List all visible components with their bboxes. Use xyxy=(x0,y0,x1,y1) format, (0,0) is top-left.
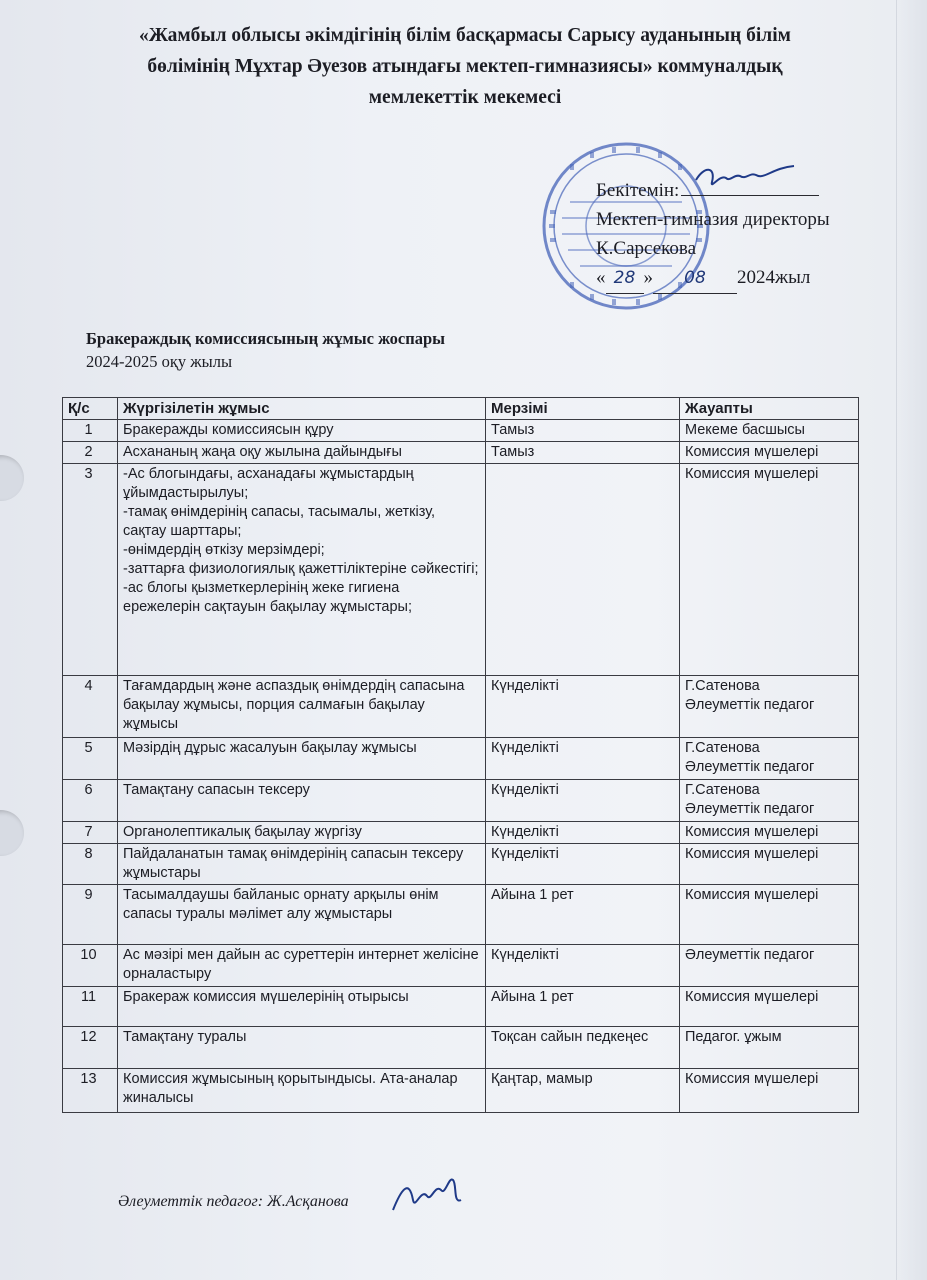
cell-term: Тамыз xyxy=(486,442,680,464)
punch-hole xyxy=(0,810,24,856)
director-name: К.Сарсекова xyxy=(596,238,697,259)
header-term: Мерзімі xyxy=(486,398,680,420)
table-row xyxy=(63,420,859,442)
cell-term: Күнделікті xyxy=(486,738,680,780)
table-row xyxy=(63,822,859,844)
cell-term: Күнделікті xyxy=(486,822,680,844)
table-row xyxy=(63,885,859,945)
punch-hole xyxy=(0,455,24,501)
table-row xyxy=(63,945,859,987)
cell-num: 12 xyxy=(63,1027,118,1069)
cell-term: Тоқсан сайын педкеңес xyxy=(486,1027,680,1069)
cell-resp: Педагог. ұжым xyxy=(680,1027,859,1069)
footer-signer: Әлеуметтік педагог: Ж.Асқанова xyxy=(118,1193,349,1210)
plan-title: Бракераждық комиссиясының жұмыс жоспары xyxy=(86,329,446,348)
cell-num: 9 xyxy=(63,885,118,945)
cell-work: Органолептикалық бақылау жүргізу xyxy=(118,822,486,844)
cell-num: 3 xyxy=(63,464,118,676)
cell-work: Комиссия жұмысының қорытындысы. Ата-аналар жиналысы xyxy=(118,1069,486,1113)
date-month: 08 xyxy=(653,264,737,294)
table-row xyxy=(63,780,859,822)
cell-term xyxy=(486,464,680,676)
header-num: Қ/с xyxy=(63,398,118,420)
header-line-1: «Жамбыл облысы әкімдігінің білім басқармасы Сарысу ауданының білім xyxy=(139,25,791,46)
cell-resp: Мекеме басшысы xyxy=(680,420,859,442)
cell-num: 13 xyxy=(63,1069,118,1113)
cell-term: Қаңтар, мамыр xyxy=(486,1069,680,1113)
approve-label: Бекітемін: xyxy=(596,180,680,201)
cell-term: Тамыз xyxy=(486,420,680,442)
table-row xyxy=(63,1069,859,1113)
cell-resp: Г.Сатенова Әлеуметтік педагог xyxy=(680,780,859,822)
cell-num: 6 xyxy=(63,780,118,822)
cell-term: Айына 1 рет xyxy=(486,987,680,1027)
plan-year: 2024-2025 оқу жылы xyxy=(86,352,233,371)
header-resp: Жауапты xyxy=(680,398,859,420)
plan-table xyxy=(62,397,859,1113)
header-line-3: мемлекеттік мекемесі xyxy=(368,87,562,108)
cell-num: 2 xyxy=(63,442,118,464)
cell-term: Айына 1 рет xyxy=(486,885,680,945)
date-day: 28 xyxy=(606,264,644,294)
page-edge xyxy=(896,0,927,1280)
cell-work: Бракеражды комиссиясын құру xyxy=(118,420,486,442)
signature-line xyxy=(681,177,819,196)
cell-resp: Комиссия мүшелері xyxy=(680,822,859,844)
cell-work: Асхананың жаңа оқу жылына дайындығы xyxy=(118,442,486,464)
cell-num: 1 xyxy=(63,420,118,442)
cell-term: Күнделікті xyxy=(486,844,680,885)
plan-table-body xyxy=(63,420,859,1113)
cell-num: 8 xyxy=(63,844,118,885)
date-open: « xyxy=(596,267,606,288)
cell-work: -Ас блогындағы, асханадағы жұмыстардың ұйымдастырылуы; -тамақ өнімдерінің сапасы, тасымалы, жеткізу, сақтау шарттары; -өнімдердің өткізу мерзімдері; -заттарға физиологиялық қажеттіліктеріне сәйкестігі; -ас блогы қызметкерлерінің жеке гигиена ережелерін сақтауын бақылау жұмыстары; xyxy=(118,464,486,676)
approval-block xyxy=(596,176,830,294)
cell-work: Пайдаланатын тамақ өнімдерінің сапасын тексеру жұмыстары xyxy=(118,844,486,885)
header-work: Жүргізілетін жұмыс xyxy=(118,398,486,420)
cell-work: Тағамдардың және аспаздық өнімдердің сапасына бақылау жұмысы, порция салмағын бақылау жұмысы xyxy=(118,676,486,738)
table-row xyxy=(63,844,859,885)
cell-num: 11 xyxy=(63,987,118,1027)
cell-resp: Г.Сатенова Әлеуметтік педагог xyxy=(680,738,859,780)
cell-resp: Комиссия мүшелері xyxy=(680,844,859,885)
cell-resp: Г.Сатенова Әлеуметтік педагог xyxy=(680,676,859,738)
table-row xyxy=(63,676,859,738)
cell-resp: Комиссия мүшелері xyxy=(680,885,859,945)
cell-term: Күнделікті xyxy=(486,780,680,822)
cell-num: 5 xyxy=(63,738,118,780)
date-close: » xyxy=(643,267,653,288)
director-position: Мектеп-гимназия директоры xyxy=(596,209,830,230)
cell-resp: Комиссия мүшелері xyxy=(680,987,859,1027)
document-header xyxy=(60,20,870,113)
date-year: 2024жыл xyxy=(737,267,811,288)
cell-term: Күнделікті xyxy=(486,945,680,987)
footer-signature xyxy=(387,1170,467,1220)
table-row xyxy=(63,442,859,464)
cell-num: 7 xyxy=(63,822,118,844)
table-row xyxy=(63,464,859,676)
cell-work: Тамақтану сапасын тексеру xyxy=(118,780,486,822)
table-header-row xyxy=(63,398,859,420)
cell-resp: Комиссия мүшелері xyxy=(680,442,859,464)
cell-num: 10 xyxy=(63,945,118,987)
cell-work: Тасымалдаушы байланыс орнату арқылы өнім сапасы туралы мәлімет алу жұмыстары xyxy=(118,885,486,945)
cell-work: Тамақтану туралы xyxy=(118,1027,486,1069)
approval-date xyxy=(596,263,830,294)
cell-term: Күнделікті xyxy=(486,676,680,738)
table-row xyxy=(63,738,859,780)
cell-resp: Әлеуметтік педагог xyxy=(680,945,859,987)
cell-resp: Комиссия мүшелері xyxy=(680,464,859,676)
table-row xyxy=(63,987,859,1027)
cell-work: Бракераж комиссия мүшелерінің отырысы xyxy=(118,987,486,1027)
cell-work: Ас мәзірі мен дайын ас суреттерін интернет желісіне орналастыру xyxy=(118,945,486,987)
cell-work: Мәзірдің дұрыс жасалуын бақылау жұмысы xyxy=(118,738,486,780)
cell-num: 4 xyxy=(63,676,118,738)
header-line-2: бөлімінің Мұхтар Әуезов атындағы мектеп-гимназиясы» коммуналдық xyxy=(147,56,783,77)
cell-resp: Комиссия мүшелері xyxy=(680,1069,859,1113)
table-row xyxy=(63,1027,859,1069)
